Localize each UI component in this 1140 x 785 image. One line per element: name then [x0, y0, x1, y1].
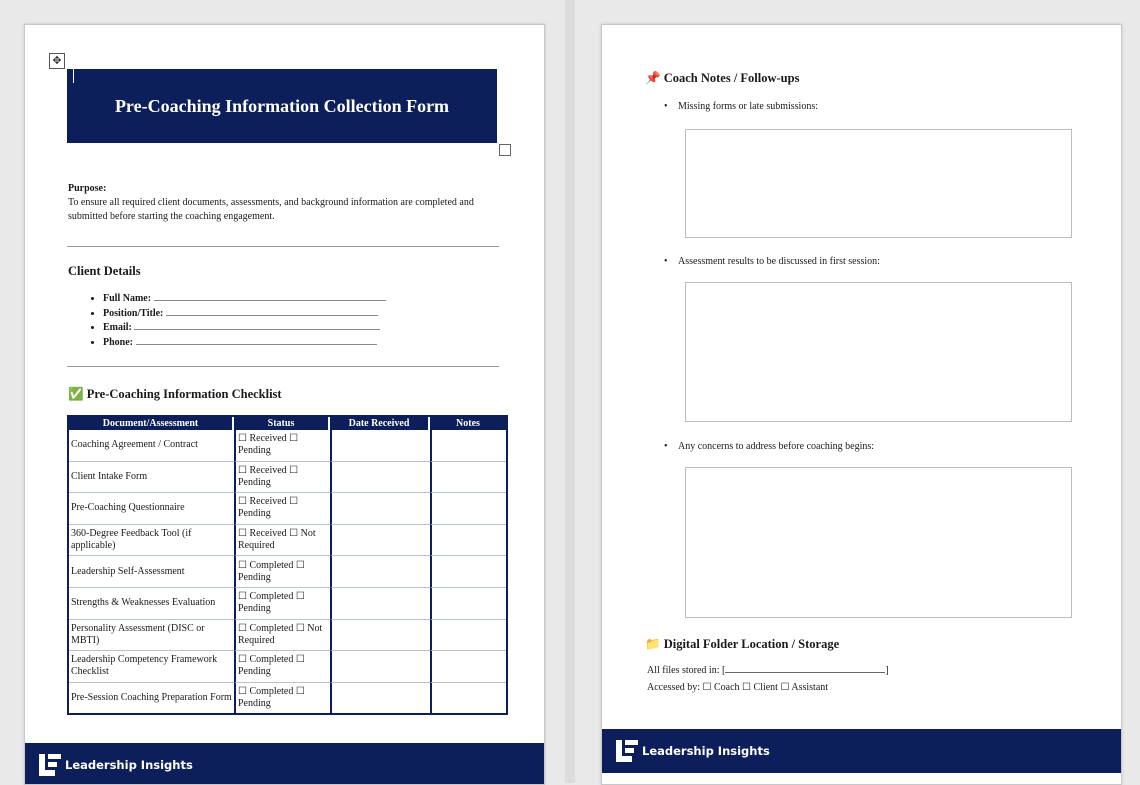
col-header-document: Document/Assessment [69, 417, 234, 430]
leadership-insights-logo-icon [616, 740, 638, 762]
document-page-1[interactable] [24, 24, 545, 785]
footer-brand-name: Leadership Insights [642, 744, 770, 758]
position-line[interactable] [166, 306, 378, 316]
doc-cell: Strengths & Weaknesses Evaluation [69, 588, 234, 620]
date-cell[interactable] [330, 525, 430, 557]
footer-brand-name: Leadership Insights [65, 758, 193, 772]
purpose-section [68, 182, 488, 224]
notes-cell[interactable] [430, 620, 506, 652]
status-cell[interactable]: ☐ Completed ☐ Pending [234, 588, 330, 620]
date-cell[interactable] [330, 493, 430, 525]
document-page-2[interactable] [601, 24, 1122, 785]
doc-cell: Personality Assessment (DISC or MBTI) [69, 620, 234, 652]
table-row [69, 525, 506, 557]
leadership-insights-logo-icon [39, 754, 61, 776]
purpose-text: To ensure all required client documents, assessments, and background information are completed and submitted before starting the coaching engagement. [68, 197, 474, 222]
doc-cell: Leadership Competency Framework Checklist [69, 651, 234, 683]
status-cell[interactable]: ☐ Received ☐ Pending [234, 493, 330, 525]
doc-cell: Pre-Coaching Questionnaire [69, 493, 234, 525]
notes-textbox-assessment-results[interactable] [685, 282, 1072, 422]
bullet-icon: • [664, 256, 668, 267]
notes-cell[interactable] [430, 651, 506, 683]
status-cell[interactable]: ☐ Received ☐ Pending [234, 430, 330, 462]
divider [67, 246, 499, 247]
email-line[interactable] [134, 320, 380, 330]
page-footer [25, 743, 544, 785]
table-row [69, 430, 506, 462]
status-cell[interactable]: ☐ Received ☐ Not Required [234, 525, 330, 557]
doc-cell: 360-Degree Feedback Tool (if applicable) [69, 525, 234, 557]
status-cell[interactable]: ☐ Received ☐ Pending [234, 462, 330, 494]
col-header-status: Status [234, 417, 330, 430]
status-cell[interactable]: ☐ Completed ☐ Not Required [234, 620, 330, 652]
doc-cell: Pre-Session Coaching Preparation Form [71, 692, 232, 704]
form-title-banner [67, 69, 497, 143]
date-cell[interactable] [330, 556, 430, 588]
table-row [69, 683, 506, 714]
coach-notes-heading: 📌 Coach Notes / Follow-ups [645, 71, 800, 85]
date-cell[interactable] [330, 430, 430, 462]
page-gap [565, 0, 575, 783]
field-email[interactable]: • Email: [103, 320, 386, 335]
text-cursor [73, 69, 74, 83]
table-resize-handle-icon[interactable] [499, 144, 511, 156]
accessed-by-line[interactable]: Accessed by: ☐ Coach ☐ Client ☐ Assistant [647, 682, 829, 693]
checklist-table [67, 415, 508, 715]
phone-line[interactable] [136, 335, 377, 345]
notes-cell[interactable] [430, 683, 506, 714]
note-item: • Missing forms or late submissions: [664, 101, 819, 112]
bullet-icon: • [664, 101, 668, 112]
status-cell[interactable]: ☐ Completed ☐ Pending [234, 556, 330, 588]
date-cell[interactable] [330, 683, 430, 714]
notes-cell[interactable] [430, 525, 506, 557]
notes-cell[interactable] [430, 556, 506, 588]
field-position[interactable]: • Position/Title: [103, 306, 386, 321]
notes-textbox-concerns[interactable] [685, 467, 1072, 618]
divider [67, 366, 499, 367]
storage-section [647, 662, 889, 696]
client-details-heading: Client Details [68, 264, 141, 278]
storage-heading: 📁 Digital Folder Location / Storage [645, 637, 840, 651]
note-item: • Any concerns to address before coaching begins: [664, 441, 875, 452]
table-row [69, 493, 506, 525]
col-header-date: Date Received [330, 417, 430, 430]
bullet-icon: • [664, 441, 668, 452]
col-header-notes: Notes [430, 417, 506, 430]
notes-cell[interactable] [430, 588, 506, 620]
notes-textbox-missing-forms[interactable] [685, 129, 1072, 238]
doc-cell: Client Intake Form [69, 462, 234, 494]
full-name-line[interactable] [154, 291, 386, 301]
table-row [69, 651, 506, 683]
note-item: • Assessment results to be discussed in first session: [664, 256, 880, 267]
doc-cell: Coaching Agreement / Contract [69, 430, 234, 462]
table-move-handle-icon[interactable]: ✥ [49, 53, 65, 69]
stored-in-line: All files stored in: [ ] [647, 662, 889, 679]
table-row [69, 620, 506, 652]
notes-cell[interactable] [430, 430, 506, 462]
date-cell[interactable] [330, 462, 430, 494]
table-row [69, 556, 506, 588]
table-row [69, 462, 506, 494]
checklist-heading: ✅ Pre-Coaching Information Checklist [68, 387, 282, 401]
purpose-label: Purpose: [68, 183, 107, 194]
page-footer [602, 729, 1121, 773]
date-cell[interactable] [330, 620, 430, 652]
storage-location-field[interactable] [725, 662, 885, 673]
field-full-name[interactable]: • Full Name: [103, 291, 386, 306]
client-details-list [87, 291, 386, 349]
status-cell[interactable]: ☐ Completed ☐ Pending [234, 683, 330, 714]
form-title: Pre-Coaching Information Collection Form [114, 95, 450, 116]
date-cell[interactable] [330, 651, 430, 683]
doc-cell: Leadership Self-Assessment [69, 556, 234, 588]
notes-cell[interactable] [430, 493, 506, 525]
table-row [69, 588, 506, 620]
date-cell[interactable] [330, 588, 430, 620]
field-phone[interactable]: • Phone: [103, 335, 386, 350]
notes-cell[interactable] [430, 462, 506, 494]
status-cell[interactable]: ☐ Completed ☐ Pending [234, 651, 330, 683]
